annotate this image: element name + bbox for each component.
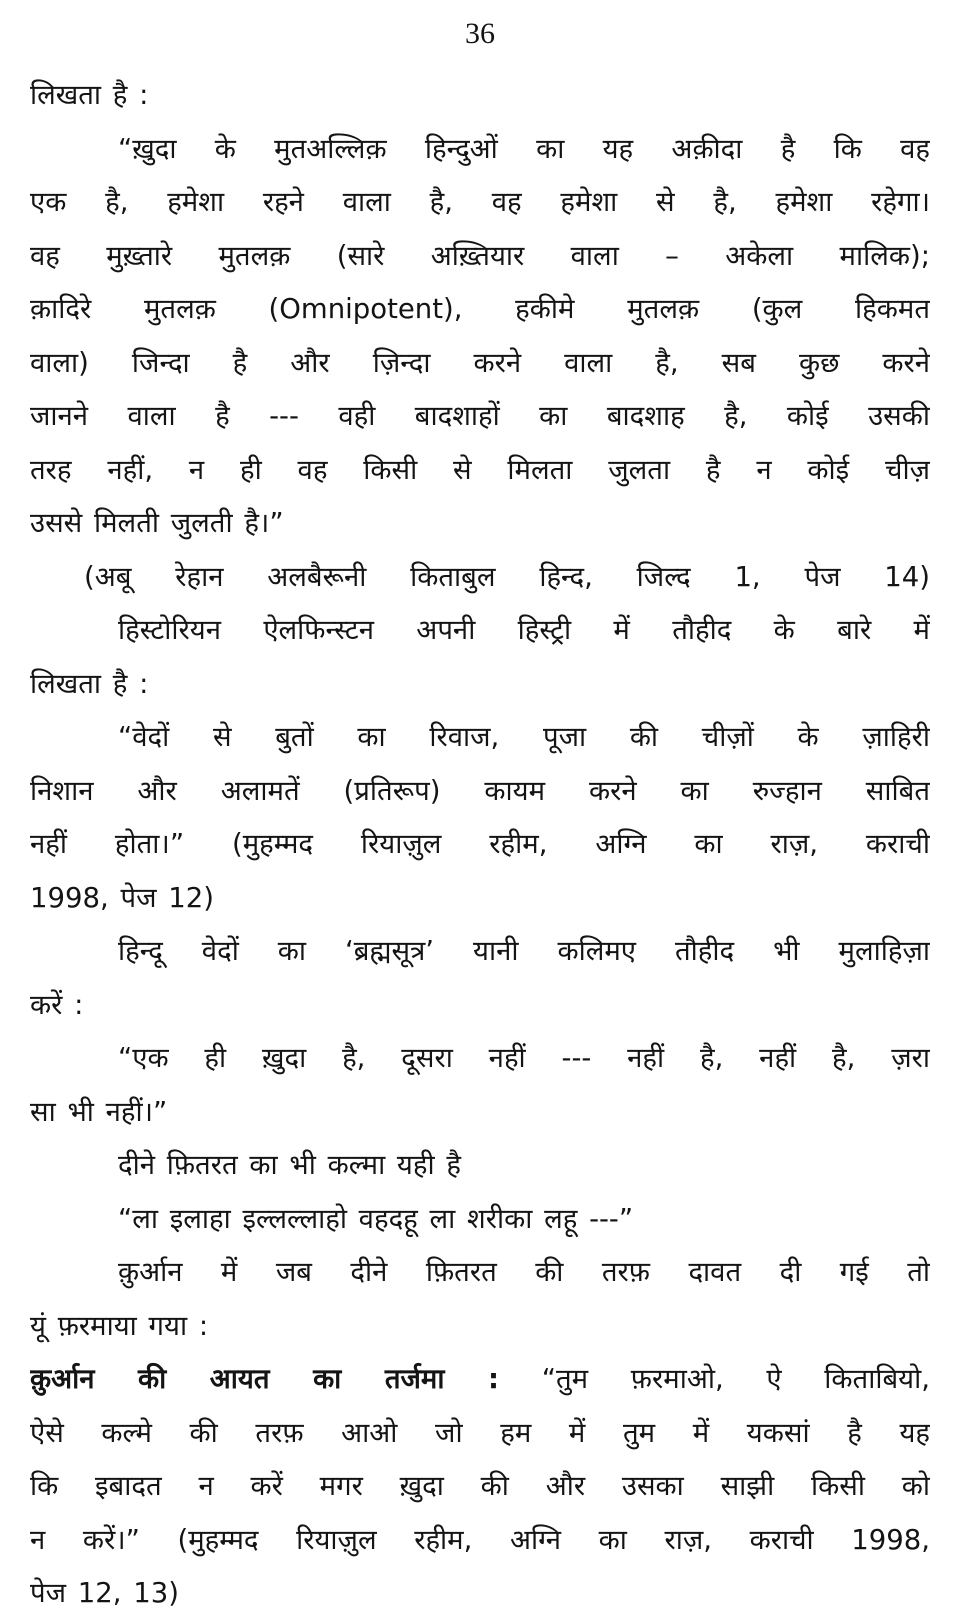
text-line — [30, 496, 930, 550]
text-line — [30, 978, 930, 1032]
text-line — [118, 122, 930, 176]
line-text: दीने फ़ितरत का भी कल्मा यही है — [118, 1149, 461, 1181]
text-line — [30, 1459, 930, 1513]
text-line — [84, 550, 930, 604]
line-text: यूं फ़रमाया गया : — [30, 1309, 209, 1342]
line-text: लिखता है : — [30, 667, 149, 700]
line-text: निशान और अलामतें (प्रतिरूप) कायम करने का रुज्हान साबित — [30, 774, 930, 807]
page-number: 36 — [465, 17, 495, 50]
line-text: (अबू रेहान अलबैरूनी किताबुल हिन्द, जिल्द 1, पेज 14) — [84, 560, 930, 593]
line-text: एक है, हमेशा रहने वाला है, वह हमेशा से है, हमेशा रहेगा। — [30, 186, 930, 218]
text-line — [30, 336, 930, 390]
line-text: नहीं होता।” (मुहम्मद रियाज़ुल रहीम, अग्नि का राज़, कराची — [30, 828, 930, 860]
text-line — [30, 817, 930, 871]
text-line — [30, 68, 930, 122]
text-line — [30, 229, 930, 283]
line-text: “तुम फ़रमाओ, ऐ किताबियो, — [499, 1363, 930, 1395]
line-text: उससे मिलती जुलती है।” — [30, 507, 284, 539]
text-line — [30, 389, 930, 443]
line-text: न करें।” (मुहम्मद रियाज़ुल रहीम, अग्नि का राज़, कराची 1998, — [30, 1523, 930, 1556]
bold-heading: क़ुर्आन की आयत का तर्जमा : — [30, 1363, 500, 1395]
text-line — [30, 1406, 930, 1460]
line-text: पेज 12, 13) — [30, 1577, 179, 1609]
text-line — [30, 871, 930, 925]
line-text: वह मुख़्तारे मुतलक़ (सारे अख़्तियार वाला – अकेला मालिक); — [30, 239, 930, 272]
text-line — [118, 1245, 930, 1299]
text-line — [30, 282, 930, 336]
line-text: क़ादिरे मुतलक़ (Omnipotent), हकीमे मुतलक़ (कुल हिकमत — [30, 293, 930, 325]
line-text: “ख़ुदा के मुतअल्लिक़ हिन्दुओं का यह अक़ीदा है कि वह — [118, 132, 930, 165]
text-line — [118, 1138, 930, 1192]
line-text: सा भी नहीं।” — [30, 1095, 168, 1128]
line-text: “एक ही ख़ुदा है, दूसरा नहीं --- नहीं है, नहीं है, ज़रा — [118, 1042, 930, 1074]
line-text: लिखता है : — [30, 79, 149, 111]
text-line — [118, 1031, 930, 1085]
text-line — [30, 1085, 930, 1139]
line-text: “वेदों से बुतों का रिवाज, पूजा की चीज़ों के ज़ाहिरी — [118, 721, 930, 753]
line-text: क़ुर्आन में जब दीने फ़ितरत की तरफ़ दावत दी गई तो — [118, 1256, 930, 1288]
line-text: हिस्टोरियन ऐलफिन्स्टन अपनी हिस्ट्री में तौहीद के बारे में — [118, 614, 930, 646]
line-text: हिन्दू वेदों का ‘ब्रह्मसूत्र’ यानी कलिमए तौहीद भी मुलाहिज़ा — [118, 935, 930, 967]
line-text: ऐसे कल्मे की तरफ़ आओ जो हम में तुम में यकसां है यह — [30, 1416, 930, 1449]
text-line — [118, 603, 930, 657]
text-line — [30, 443, 930, 497]
text-line — [30, 764, 930, 818]
text-line — [118, 1192, 930, 1246]
line-text: कि इबादत न करें मगर ख़ुदा की और उसका साझी किसी को — [30, 1470, 930, 1502]
text-line — [30, 1566, 930, 1620]
line-text: करें : — [30, 988, 84, 1021]
text-line — [118, 710, 930, 764]
line-text: जानने वाला है --- वही बादशाहों का बादशाह है, कोई उसकी — [30, 400, 930, 432]
line-text: 1998, पेज 12) — [30, 881, 214, 914]
line-text: वाला) जिन्दा है और ज़िन्दा करने वाला है, सब कुछ करने — [30, 346, 930, 379]
text-line — [30, 1352, 930, 1406]
text-line — [30, 175, 930, 229]
text-line — [118, 924, 930, 978]
line-text: तरह नहीं, न ही वह किसी से मिलता जुलता है न कोई चीज़ — [30, 453, 930, 486]
text-line — [30, 657, 930, 711]
text-line — [30, 1299, 930, 1353]
text-line — [30, 1513, 930, 1567]
line-text: “ला इलाहा इल्लल्लाहो वहदहू ला शरीका लहू ---” — [118, 1202, 634, 1235]
